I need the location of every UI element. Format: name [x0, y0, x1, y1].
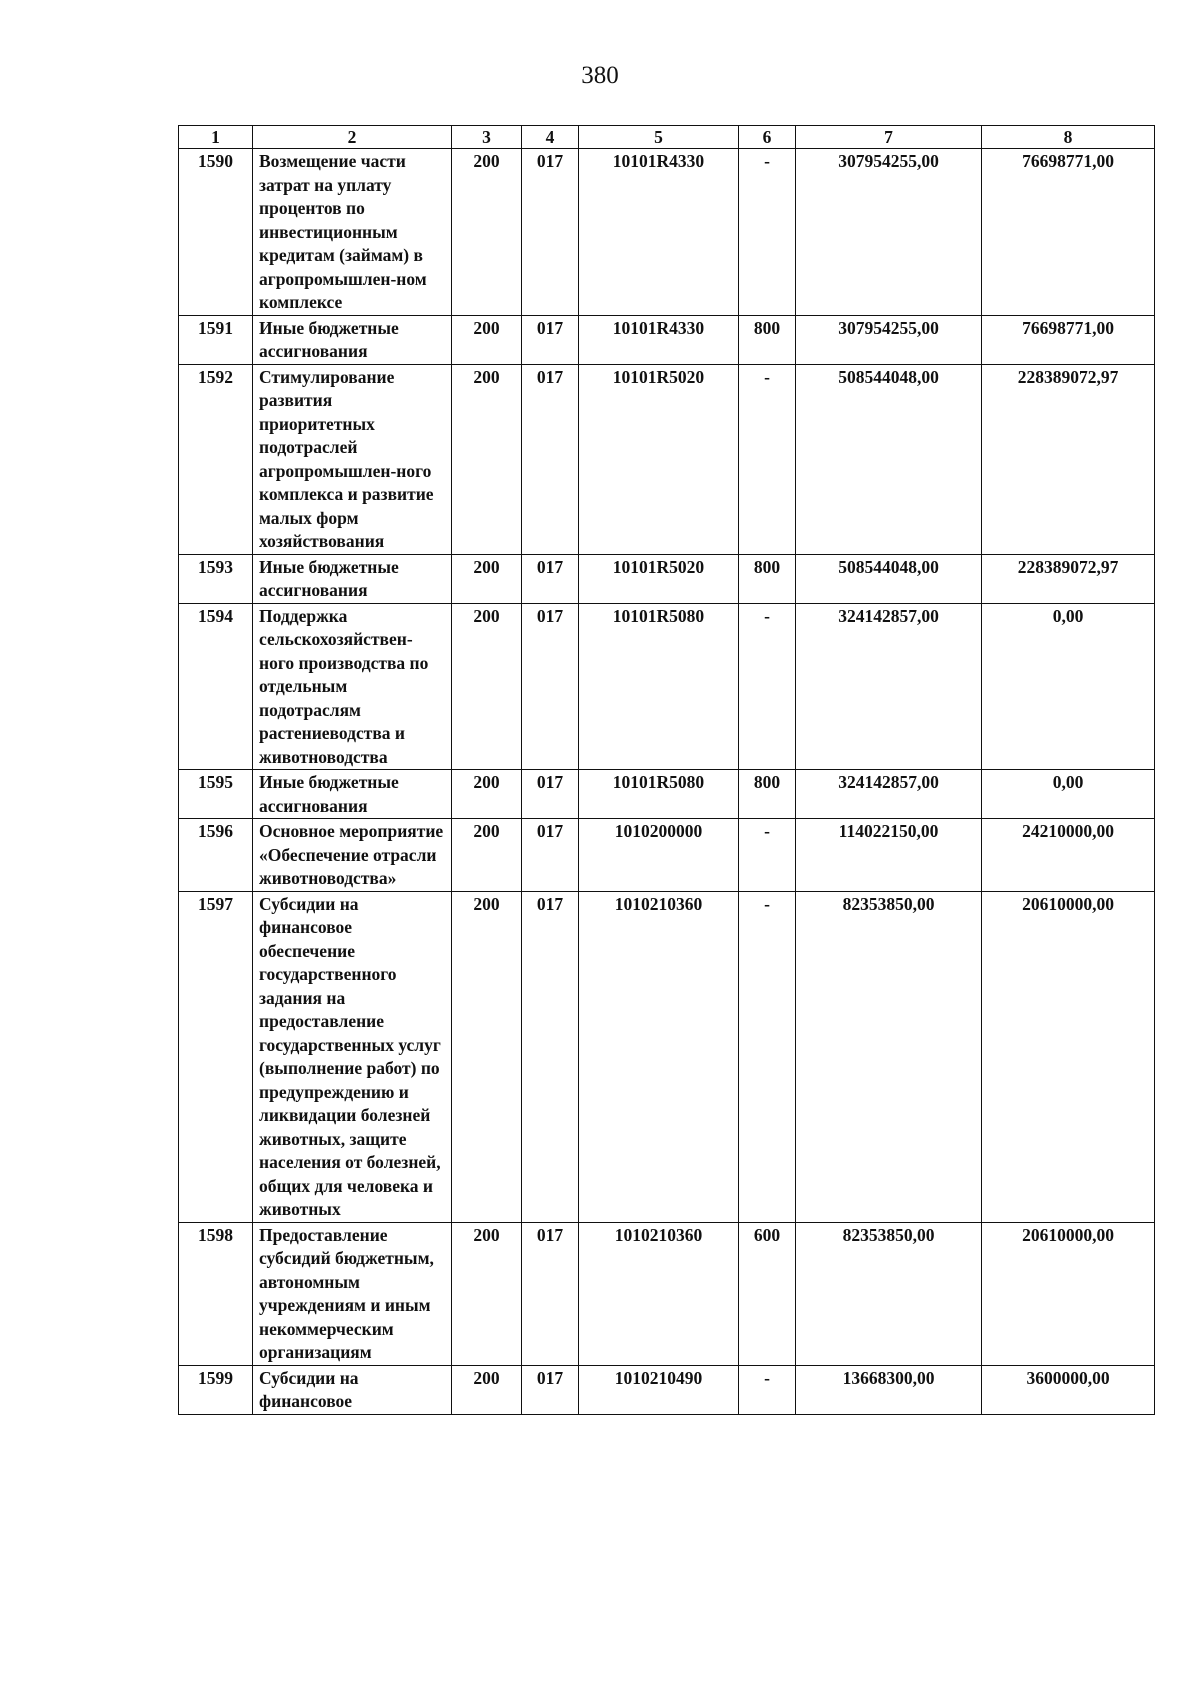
cell-col4: 017 — [522, 891, 579, 1222]
cell-col7: 82353850,00 — [796, 891, 982, 1222]
cell-col7: 324142857,00 — [796, 770, 982, 819]
cell-col6: - — [739, 603, 796, 770]
table-row — [179, 364, 1155, 554]
cell-col7: 508544048,00 — [796, 364, 982, 554]
table-row — [179, 1222, 1155, 1365]
cell-col7: 307954255,00 — [796, 149, 982, 316]
cell-col7: 324142857,00 — [796, 603, 982, 770]
row-number: 1590 — [179, 149, 253, 316]
row-name: Поддержка сельскохозяйствен-ного производства по отдельным подотраслям растениеводства и животноводства — [253, 603, 452, 770]
cell-col6: - — [739, 819, 796, 892]
table-row — [179, 149, 1155, 316]
table-row — [179, 603, 1155, 770]
cell-col7: 82353850,00 — [796, 1222, 982, 1365]
column-header: 8 — [982, 126, 1155, 149]
cell-col3: 200 — [452, 770, 522, 819]
row-name: Иные бюджетные ассигнования — [253, 315, 452, 364]
cell-col7: 307954255,00 — [796, 315, 982, 364]
column-header: 6 — [739, 126, 796, 149]
cell-col8: 76698771,00 — [982, 149, 1155, 316]
table-row — [179, 891, 1155, 1222]
cell-col5: 10101R5080 — [579, 603, 739, 770]
page-number: 380 — [581, 62, 619, 89]
table-row — [179, 1365, 1155, 1414]
cell-col4: 017 — [522, 1222, 579, 1365]
cell-col5: 10101R4330 — [579, 315, 739, 364]
cell-col6: 800 — [739, 315, 796, 364]
cell-col3: 200 — [452, 1222, 522, 1365]
cell-col6: 600 — [739, 1222, 796, 1365]
cell-col8: 20610000,00 — [982, 1222, 1155, 1365]
cell-col5: 1010200000 — [579, 819, 739, 892]
cell-col4: 017 — [522, 770, 579, 819]
cell-col4: 017 — [522, 315, 579, 364]
row-number: 1594 — [179, 603, 253, 770]
cell-col7: 114022150,00 — [796, 819, 982, 892]
cell-col5: 10101R5080 — [579, 770, 739, 819]
row-name: Субсидии на финансовое обеспечение государственного задания на предоставление государственных услуг (выполнение работ) по предупреждению и ликвидации болезней животных, защите населения от болезней, общих для человека и животных — [253, 891, 452, 1222]
row-name: Основное мероприятие «Обеспечение отрасли животноводства» — [253, 819, 452, 892]
cell-col8: 24210000,00 — [982, 819, 1155, 892]
cell-col6: - — [739, 1365, 796, 1414]
cell-col3: 200 — [452, 819, 522, 892]
cell-col6: 800 — [739, 554, 796, 603]
cell-col8: 76698771,00 — [982, 315, 1155, 364]
cell-col5: 10101R5020 — [579, 364, 739, 554]
table-row — [179, 315, 1155, 364]
row-name: Иные бюджетные ассигнования — [253, 554, 452, 603]
row-name: Субсидии на финансовое — [253, 1365, 452, 1414]
cell-col4: 017 — [522, 364, 579, 554]
cell-col5: 10101R5020 — [579, 554, 739, 603]
cell-col4: 017 — [522, 1365, 579, 1414]
row-name: Иные бюджетные ассигнования — [253, 770, 452, 819]
cell-col8: 228389072,97 — [982, 554, 1155, 603]
cell-col4: 017 — [522, 149, 579, 316]
cell-col4: 017 — [522, 554, 579, 603]
row-number: 1596 — [179, 819, 253, 892]
table-row — [179, 770, 1155, 819]
table-row — [179, 819, 1155, 892]
cell-col3: 200 — [452, 603, 522, 770]
row-number: 1592 — [179, 364, 253, 554]
cell-col5: 1010210360 — [579, 1222, 739, 1365]
row-number: 1599 — [179, 1365, 253, 1414]
row-number: 1597 — [179, 891, 253, 1222]
cell-col3: 200 — [452, 149, 522, 316]
row-number: 1593 — [179, 554, 253, 603]
cell-col5: 1010210490 — [579, 1365, 739, 1414]
cell-col5: 1010210360 — [579, 891, 739, 1222]
cell-col8: 20610000,00 — [982, 891, 1155, 1222]
cell-col3: 200 — [452, 315, 522, 364]
cell-col8: 228389072,97 — [982, 364, 1155, 554]
column-header: 2 — [253, 126, 452, 149]
header-row — [179, 126, 1155, 149]
cell-col6: - — [739, 149, 796, 316]
cell-col4: 017 — [522, 819, 579, 892]
cell-col7: 508544048,00 — [796, 554, 982, 603]
column-header: 5 — [579, 126, 739, 149]
cell-col3: 200 — [452, 1365, 522, 1414]
cell-col8: 0,00 — [982, 770, 1155, 819]
column-header: 4 — [522, 126, 579, 149]
cell-col6: - — [739, 891, 796, 1222]
cell-col4: 017 — [522, 603, 579, 770]
row-name: Предоставление субсидий бюджетным, автономным учреждениям и иным некоммерческим организациям — [253, 1222, 452, 1365]
column-header: 7 — [796, 126, 982, 149]
cell-col3: 200 — [452, 554, 522, 603]
table-row — [179, 554, 1155, 603]
cell-col3: 200 — [452, 364, 522, 554]
column-header: 3 — [452, 126, 522, 149]
cell-col6: - — [739, 364, 796, 554]
cell-col8: 3600000,00 — [982, 1365, 1155, 1414]
cell-col7: 13668300,00 — [796, 1365, 982, 1414]
cell-col3: 200 — [452, 891, 522, 1222]
cell-col6: 800 — [739, 770, 796, 819]
cell-col8: 0,00 — [982, 603, 1155, 770]
row-name: Возмещение части затрат на уплату процентов по инвестиционным кредитам (займам) в агропромышлен-ном комплексе — [253, 149, 452, 316]
column-header: 1 — [179, 126, 253, 149]
cell-col5: 10101R4330 — [579, 149, 739, 316]
budget-table — [178, 125, 1155, 1415]
row-name: Стимулирование развития приоритетных подотраслей агропромышлен-ного комплекса и развитие малых форм хозяйствования — [253, 364, 452, 554]
row-number: 1598 — [179, 1222, 253, 1365]
row-number: 1591 — [179, 315, 253, 364]
row-number: 1595 — [179, 770, 253, 819]
